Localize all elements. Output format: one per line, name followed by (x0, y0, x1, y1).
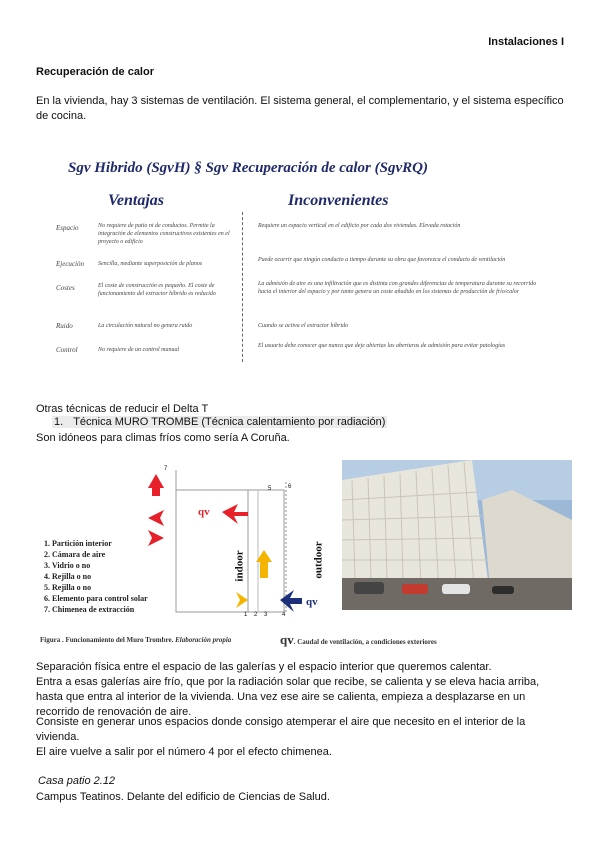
qv-caption (280, 632, 437, 648)
qv-label-navy: qv (306, 596, 318, 608)
advantages-heading: Ventajas (108, 192, 165, 209)
qv-caption-text: . Caudal de ventilación, a condiciones exteriores (293, 638, 437, 646)
row-advantage: Sencilla, mediante superposición de planos (98, 261, 203, 267)
up-arrow-red (148, 474, 164, 496)
caption-source: Elaboración propia (175, 636, 232, 644)
diagram-number: 3 (264, 612, 268, 618)
row-disadvantage: Requiere un espacio vertical en el edificio por cada dos viviendas. Elevada rotación (258, 223, 461, 229)
left-arrow-red (148, 510, 164, 526)
legend-item: 5. Rejilla o no (44, 583, 92, 592)
diagram-number: 7 (164, 466, 168, 472)
row-label: Control (56, 346, 78, 354)
body-paragraph: Entra a esas galerías aire frío, que por la radiación solar que recibe, se calienta y se eleva hacia arriba, hasta que entra al interior de la vivienda. Una vez ese aire se calienta, empieza a desplazarse en un recorrido de renovación de aire. (36, 676, 540, 718)
row-disadvantage: El usuario debe conocer que nunca que deje abiertas las aberturas de admisión para evitar patologías (258, 343, 506, 349)
row-disadvantage: Cuando se activa el extractor híbrido (258, 323, 349, 329)
row-label: Ejecución (56, 260, 84, 268)
qv-symbol: qv (280, 632, 294, 647)
intro-paragraph: En la vivienda, hay 3 sistemas de ventilación. El sistema general, el complementario, y el sistema específico de cocina. (36, 95, 564, 122)
caption-text: Figura . Funcionamiento del Muro Trombre. (40, 636, 176, 644)
row-advantage: No requiere de un control manual (98, 347, 180, 353)
legend-item: 2. Cámara de aire (44, 550, 106, 559)
legend-item: 6. Elemento para control solar (44, 594, 148, 603)
legend-item: 3. Vidrio o no (44, 561, 91, 570)
case-title: Casa patio 2.12 (38, 775, 116, 787)
document-header-title: Instalaciones I (488, 36, 564, 48)
other-techniques-text: Otras técnicas de reducir el Delta T (36, 403, 209, 415)
legend-item: 1. Partición interior (44, 539, 112, 548)
right-arrow-red (148, 530, 164, 546)
list-number: 1. (54, 416, 64, 428)
numbered-list-item (52, 416, 387, 428)
right-arrow-yellow (236, 592, 248, 608)
row-label: Ruido (56, 322, 73, 330)
qv-label-red: qv (198, 506, 210, 518)
body-paragraph: Consiste en generar unos espacios donde consigo atemperar el aire que necesito en el interior de la vivienda. (36, 716, 526, 743)
diagram-number: 4 (282, 612, 286, 618)
row-disadvantage: Puede ocurrir que ningún conducto a tiempo durante su obra que favorezca el conducto de ventilación (258, 257, 506, 263)
list-item-text: Técnica MURO TROMBE (Técnica calentamiento por radiación) (73, 416, 386, 428)
section-title: Recuperación de calor (36, 66, 154, 78)
row-label: Espacio (56, 224, 79, 232)
row-advantage: No requiere de patio ni de conductos. Permite la integración de elementos constructivos existentes en el proyecto o edificio (98, 223, 230, 245)
trombe-wall-diagram (36, 462, 336, 652)
diagram-number: 5 (268, 486, 272, 492)
body-paragraph: Separación física entre el espacio de las galerías y el espacio interior que queremos calentar. (36, 661, 492, 673)
left-arrow-navy (280, 590, 302, 612)
galleries-photo (342, 460, 572, 610)
comparison-figure (52, 156, 552, 362)
car (442, 584, 470, 594)
comparison-title: Sgv Hibrido (SgvH) § Sgv Recuperación de calor (SgvRQ) (68, 160, 428, 176)
car (492, 586, 514, 594)
row-label: Costes (56, 284, 75, 292)
diagram-legend (44, 538, 148, 615)
row-advantage: El coste de construcción es pequeño. El coste de funcionamiento del extractor híbrido es reducido (98, 283, 216, 297)
legend-item: 7. Chimenea de extracción (44, 605, 135, 614)
body-paragraph: El aire vuelve a salir por el número 4 por el efecto chimenea. (36, 746, 332, 758)
climate-note: Son idóneos para climas fríos como sería A Coruña. (36, 432, 290, 444)
diagram-number: 6 (288, 484, 292, 490)
car (354, 582, 384, 594)
disadvantages-heading: Inconvenientes (288, 192, 389, 209)
comparison-divider (242, 212, 243, 362)
row-advantage: La circulación natural no genera ruido (98, 323, 193, 329)
indoor-label: indoor (233, 550, 246, 582)
outdoor-label: outdoor (312, 541, 325, 579)
legend-item: 4. Rejilla o no (44, 572, 92, 581)
case-text: Campus Teatinos. Delante del edificio de Ciencias de Salud. (36, 791, 330, 803)
left-arrow-red-2 (222, 504, 248, 524)
figure-caption (40, 636, 231, 644)
car (402, 584, 428, 594)
diagram-number: 1 (244, 612, 248, 618)
row-disadvantage: La admisión de aire es una infiltración que es distinta con grandes diferencias de temperatura durante su recorrido hacia el interior del espacio y por tanto genera un coste añadido en los sistemas de producción de frío/calor (258, 281, 537, 295)
diagram-number: 2 (254, 612, 258, 618)
